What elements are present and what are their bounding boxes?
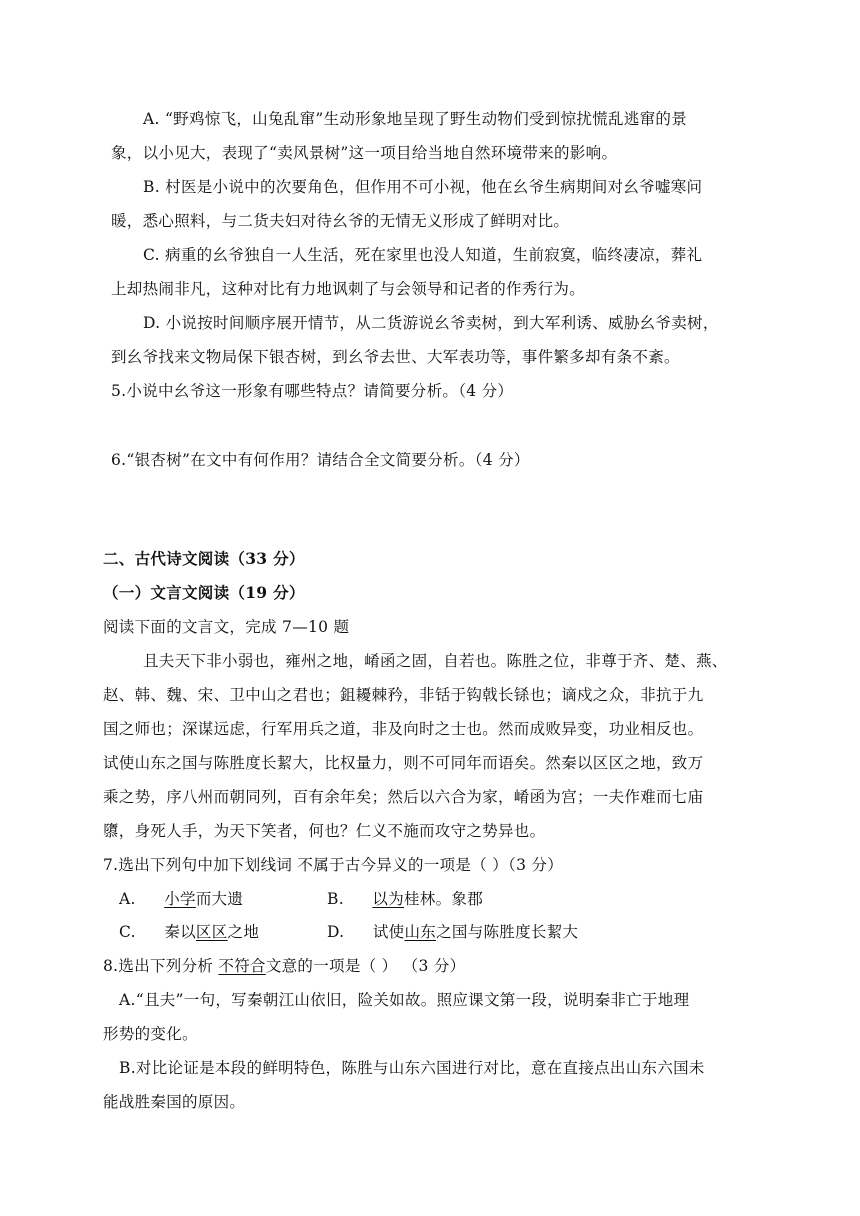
q7-option-c-rest: 之地 xyxy=(227,923,260,941)
question-8-stem xyxy=(103,956,465,976)
option-c-line2: 上却热闹非凡，这种对比有力地讽刺了与会领导和记者的作秀行为。 xyxy=(111,280,586,298)
option-a-line2: 象，以小见大，表现了“卖风景树”这一项目给当地自然环境带来的影响。 xyxy=(111,144,618,162)
passage-line: 隳，身死人手，为天下笑者，何也？仁义不施而攻守之势异也。 xyxy=(103,822,546,840)
section-2-title: 二、古代诗文阅读（33 分） xyxy=(103,549,305,568)
instruction: 阅读下面的文言文，完成 7—10 题 xyxy=(103,618,350,636)
question-7-stem: 7.选出下列句中加下划线词 不属于古今异义的一项是（ ）（3 分） xyxy=(103,856,564,874)
option-a-line1: A. “野鸡惊飞，山兔乱窜”生动形象地呈现了野生动物们受到惊扰慌乱逃窜的景 xyxy=(143,110,687,128)
passage-line: 且夫天下非小弱也，雍州之地，崤函之固，自若也。陈胜之位，非尊于齐、楚、燕、 xyxy=(143,652,728,670)
q7-option-c-underlined: 区区 xyxy=(195,923,228,941)
q7-option-d-underlined: 山东 xyxy=(404,923,437,941)
question-5: 5.小说中幺爷这一形象有哪些特点？请简要分析。（4 分） xyxy=(111,382,514,400)
q7-option-c-before: 秦以 xyxy=(164,923,196,941)
q8-option-b-line2: 能战胜秦国的原因。 xyxy=(103,1093,246,1111)
q8-stem-underlined: 不符合 xyxy=(218,957,266,975)
q8-option-a-line2: 形势的变化。 xyxy=(103,1025,198,1043)
q8-stem-after: 文意的一项是（ ） （3 分） xyxy=(265,957,466,975)
q8-option-a-line1: A.“且夫”一句，写秦朝江山依旧，险关如故。照应课文第一段，说明秦非亡于地理 xyxy=(119,991,690,1009)
q8-stem-before: 8.选出下列分析 xyxy=(103,957,219,975)
option-b-line2: 暖，悉心照料，与二货夫妇对待幺爷的无情无义形成了鲜明对比。 xyxy=(111,212,570,230)
q7-option-a-underlined: 小学 xyxy=(164,890,196,908)
option-d-line2: 到幺爷找来文物局保下银杏树，到幺爷去世、大军表功等，事件繁多却有条不紊。 xyxy=(111,348,680,366)
option-d-line1: D. 小说按时间顺序展开情节，从二货游说幺爷卖树，到大军利诱、威胁幺爷卖树， xyxy=(143,314,719,332)
q8-option-b-line1: B.对比论证是本段的鲜明特色，陈胜与山东六国进行对比，意在直接点出山东六国未 xyxy=(119,1059,705,1077)
passage-line: 赵、韩、魏、宋、卫中山之君也；鉏耰棘矜，非铦于钩戟长铩也；谪戍之众，非抗于九 xyxy=(103,686,704,704)
q7-option-b xyxy=(327,889,483,909)
q7-option-b-rest: 桂林。象郡 xyxy=(404,890,484,908)
q7-option-b-underlined: 以为 xyxy=(372,890,404,908)
q7-option-b-label: B. xyxy=(327,890,344,908)
passage-line: 国之师也；深谋远虑，行军用兵之道，非及向时之士也。然而成败异变，功业相反也。 xyxy=(103,720,704,738)
option-b-line1: B. 村医是小说中的次要角色，但作用不可小视，他在幺爷生病期间对幺爷嘘寒问 xyxy=(143,178,703,196)
passage-line: 乘之势，序八州而朝同列，百有余年矣；然后以六合为家，崤函为宫；一夫作难而七庙 xyxy=(103,788,704,806)
q7-option-d-label: D. xyxy=(327,923,345,941)
q7-option-c-label: C. xyxy=(119,923,136,941)
question-6: 6.“银杏树”在文中有何作用？请结合全文简要分析。（4 分） xyxy=(111,451,530,469)
q7-option-c xyxy=(119,922,259,942)
q7-option-d xyxy=(327,922,578,942)
option-c-line1: C. 病重的幺爷独自一人生活，死在家里也没人知道，生前寂寞，临终凄凉，葬礼 xyxy=(143,246,703,264)
subsection-1-title: （一）文言文阅读（19 分） xyxy=(103,583,305,602)
passage-line: 试使山东之国与陈胜度长絜大，比权量力，则不可同年而语矣。然秦以区区之地，致万 xyxy=(103,754,704,772)
q7-option-d-rest: 之国与陈胜度长絜大 xyxy=(436,923,579,941)
q7-option-a-label: A. xyxy=(119,890,136,908)
q7-option-a xyxy=(119,889,243,909)
q7-option-a-rest: 而大遗 xyxy=(195,890,244,908)
q7-option-d-before: 试使 xyxy=(372,923,405,941)
